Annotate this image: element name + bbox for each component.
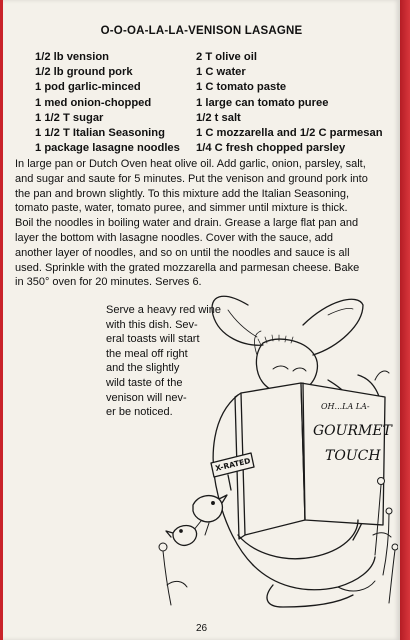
- ingredient: 1/4 C fresh chopped parsley: [196, 142, 346, 155]
- tip-line: with this dish. Sev-: [106, 318, 198, 331]
- ingredient: 1 C mozzarella and 1/2 C parmesan: [196, 127, 383, 140]
- bird-icon: [193, 495, 227, 535]
- instruction-line: the pan and brown slightly. To this mixture add the Italian Seasoning,: [15, 187, 350, 200]
- bird-icon: [166, 526, 197, 546]
- tip-line: and the slightly: [106, 362, 180, 375]
- book-title-line3: TOUCH: [325, 448, 381, 464]
- ingredient: 1 large can tomato puree: [196, 96, 329, 109]
- instruction-line: tomato paste, water, tomato puree, and simmer until mixture is thick.: [15, 202, 348, 215]
- ingredient: 1/2 lb ground pork: [35, 66, 133, 79]
- ingredient: 1/2 t salt: [196, 111, 241, 124]
- tip-line: the meal off right: [106, 347, 188, 360]
- page-number: 26: [195, 623, 208, 634]
- tip-line: Serve a heavy red wine: [106, 304, 221, 316]
- ingredient: 1 med onion-chopped: [35, 96, 152, 109]
- instruction-line: another layer of noodles, and so on until the noodles and sauce is all: [15, 246, 350, 259]
- ingredient: 1/2 lb vension: [35, 51, 109, 63]
- tip-line: eral toasts will start: [106, 333, 200, 346]
- instruction-line: In large pan or Dutch Oven heat olive oil. Add garlic, onion, parsley, salt,: [15, 158, 366, 170]
- recipe-title: O-O-OA-LA-LA-VENISON LASAGNE: [100, 25, 303, 37]
- tip-line: er be noticed.: [106, 406, 173, 419]
- ingredient: 1 1/2 T Italian Seasoning: [35, 127, 165, 140]
- instruction-line: used. Sprinkle with the grated mozzarella and parmesan cheese. Bake: [15, 261, 360, 274]
- cover-edge: [400, 0, 410, 640]
- ingredient: 1 package lasagne noodles: [35, 142, 180, 155]
- deer-reading-illustration: [153, 285, 398, 615]
- book-title-line1: OH...LA LA-: [321, 402, 370, 411]
- ingredient: 1 C tomato paste: [196, 81, 287, 94]
- cookbook-page: [3, 0, 400, 640]
- instruction-line: layer the bottom with lasagne noodles. Cover with the sauce, add: [15, 231, 333, 244]
- ingredient: 1 1/2 T sugar: [35, 111, 104, 124]
- ingredient: 1 C water: [196, 66, 246, 79]
- svg-text:X-RATED: X-RATED: [214, 456, 252, 473]
- ingredient: 1 pod garlic-minced: [35, 81, 141, 94]
- instruction-line: in 350° oven for 20 minutes. Serves 6.: [15, 276, 202, 289]
- ingredients-left-column: [35, 50, 180, 156]
- tip-line: wild taste of the: [106, 376, 183, 389]
- book-title-line2: GOURMET: [313, 423, 392, 439]
- ingredient: 2 T olive oil: [196, 51, 257, 63]
- deer-ear-right: [303, 299, 363, 355]
- deer-ear-left: [212, 296, 263, 345]
- ingredients-right-column: [196, 50, 383, 156]
- instructions-paragraph: [15, 157, 393, 290]
- instruction-line: Boil the noodles in boiling water and drain. Grease a large flat pan and: [15, 217, 359, 230]
- tip-line: venison will nev-: [106, 391, 187, 404]
- instruction-line: and sugar and saute for 5 minutes. Put the venison and ground pork into: [15, 172, 368, 185]
